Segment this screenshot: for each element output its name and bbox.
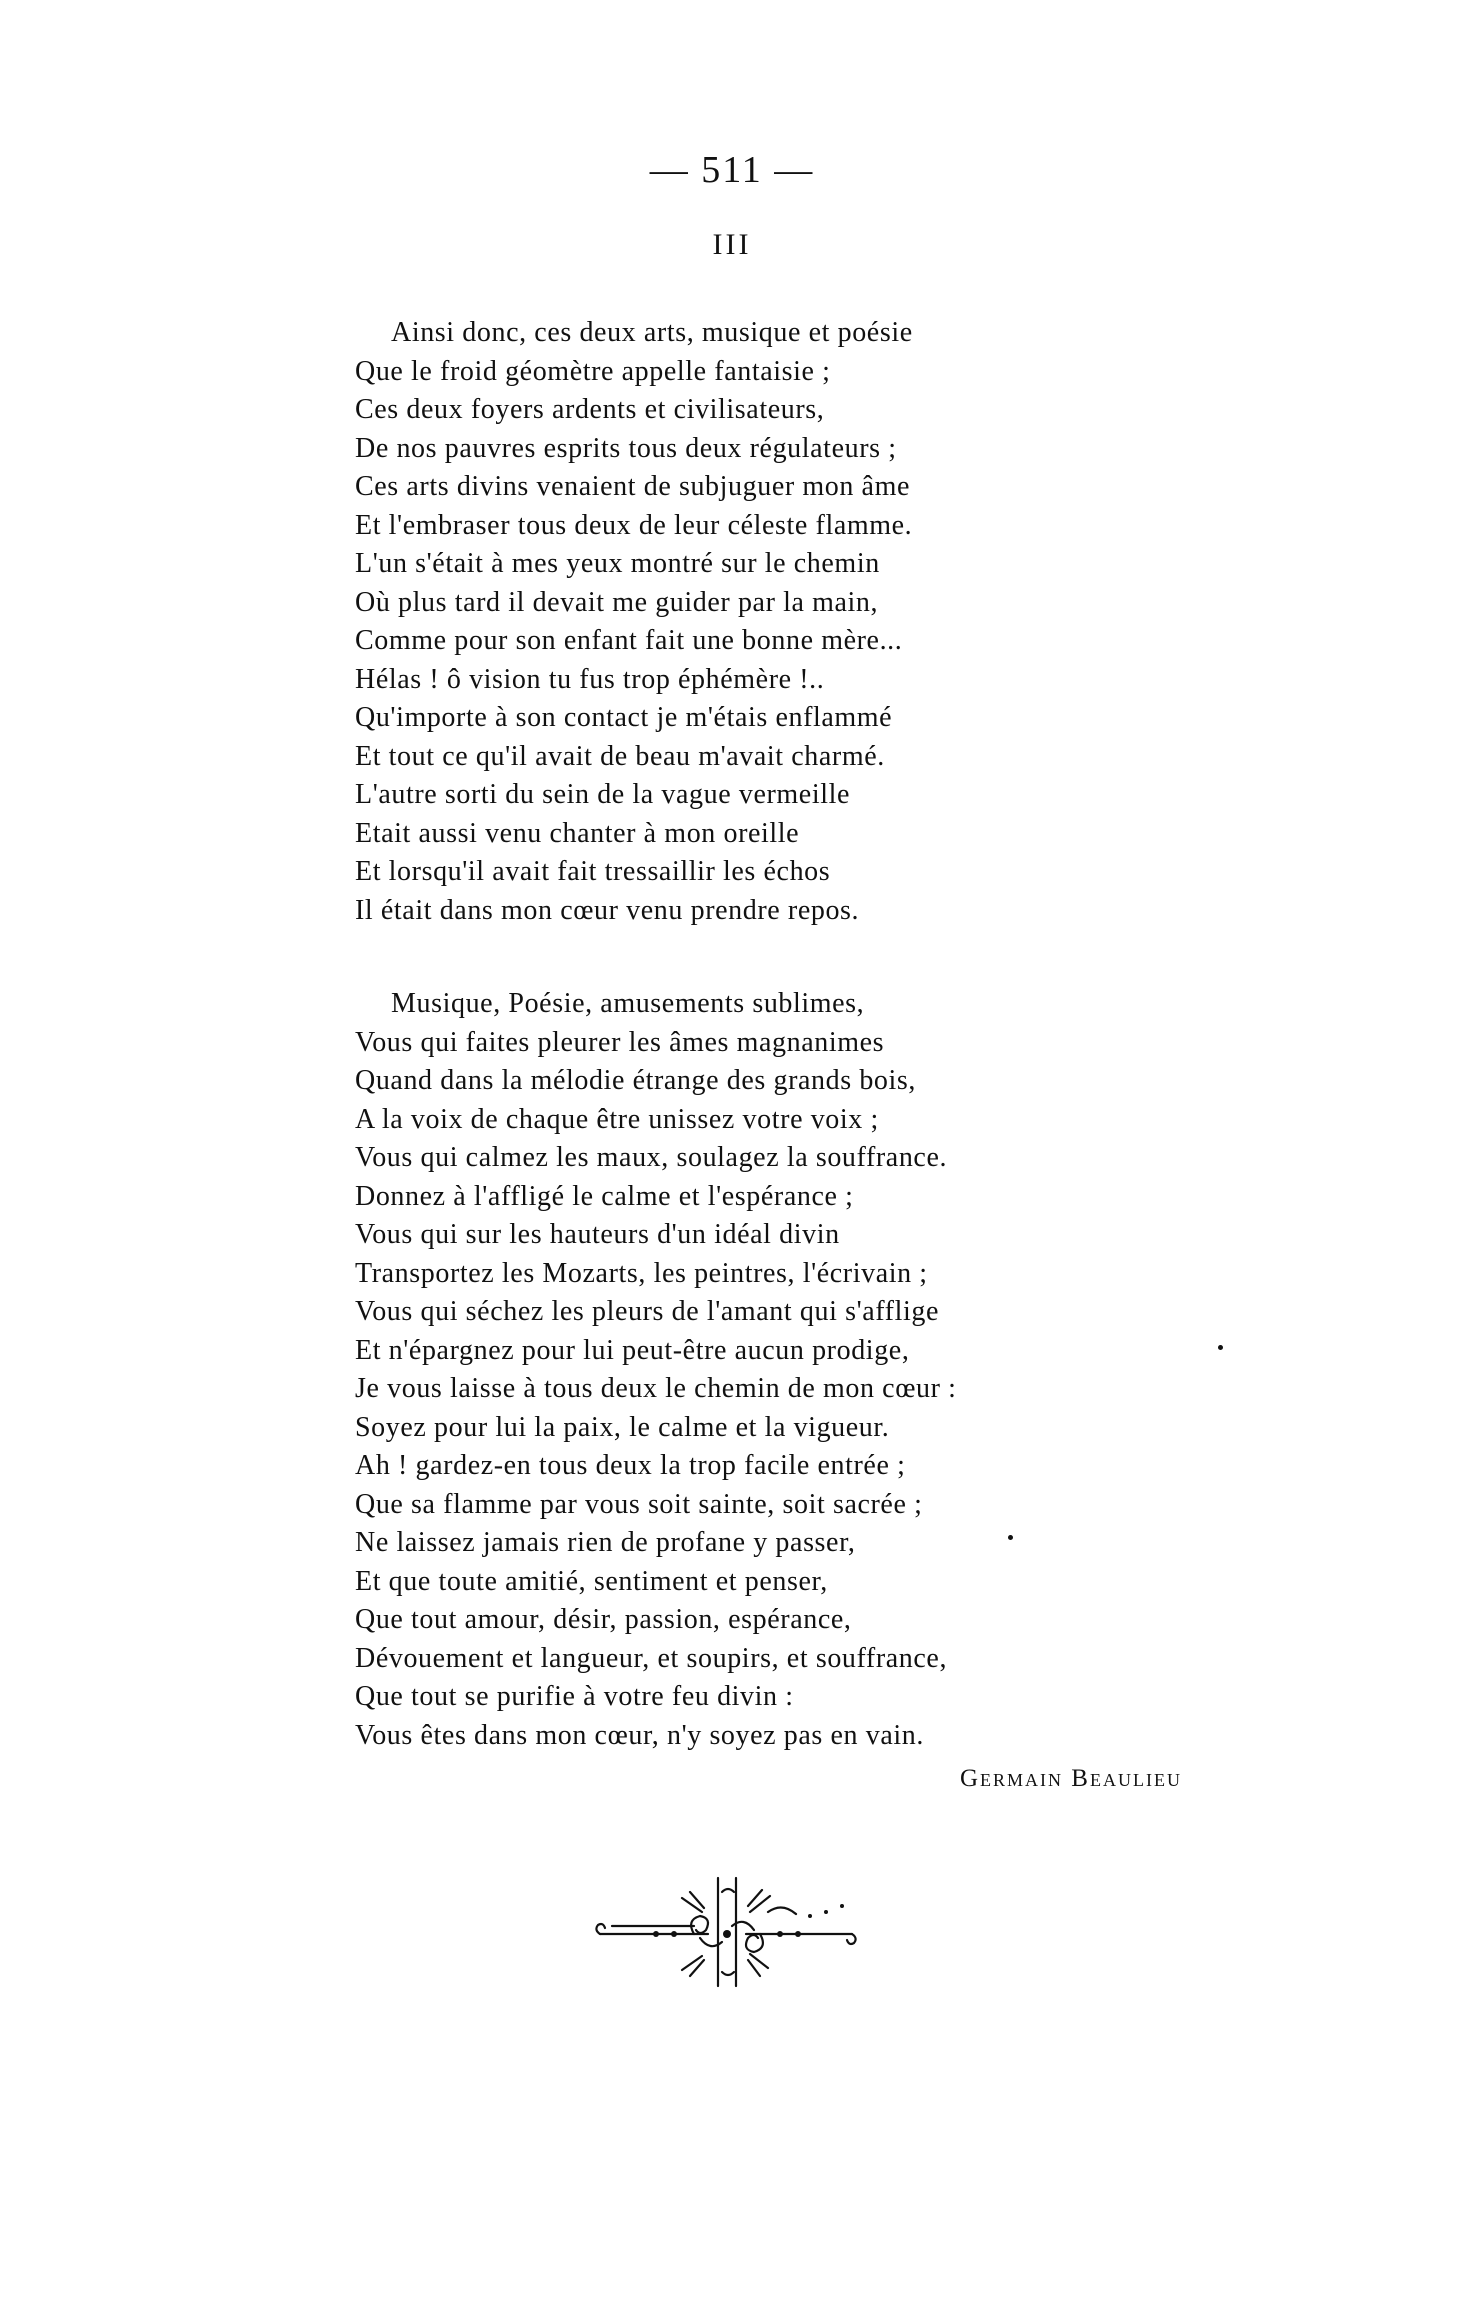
verse-line: Ces arts divins venaient de subjuguer mon âme [355,471,910,502]
verse-line: A la voix de chaque être unissez votre voix ; [355,1103,879,1135]
verse-line: Je vous laisse à tous deux le chemin de mon cœur : [355,1373,957,1404]
verse-line: Vous qui faites pleurer les âmes magnanimes [355,1026,885,1058]
section-title: III [712,228,752,261]
verse-line: Transportez les Mozarts, les peintres, l'écrivain ; [355,1257,928,1289]
verse-line: Vous qui calmez les maux, soulagez la souffrance. [355,1142,948,1173]
verse-line: Etait aussi venu chanter à mon oreille [355,817,800,849]
verse-line: Soyez pour lui la paix, le calme et la vigueur. [355,1411,890,1443]
verse-line: Ne laissez jamais rien de profane y passer, [355,1527,856,1558]
verse-line: Que le froid géomètre appelle fantaisie ; [355,355,831,387]
verse-line: L'un s'était à mes yeux montré sur le chemin [355,548,880,579]
verse-line: Où plus tard il devait me guider par la main, [355,586,879,618]
verse-line: Vous qui sur les hauteurs d'un idéal divin [355,1219,840,1250]
verse-line: Qu'importe à son contact je m'étais enflammé [355,702,893,733]
verse-line: Vous qui séchez les pleurs de l'amant qui s'afflige [355,1296,939,1327]
verse-line: L'autre sorti du sein de la vague vermeille [355,779,851,810]
fleuron-ornament-icon [590,1872,870,1992]
verse-line: Il était dans mon cœur venu prendre repos. [355,894,860,926]
verse-line: De nos pauvres esprits tous deux régulateurs ; [355,432,897,464]
verse-line: Musique, Poésie, amusements sublimes, [391,988,865,1019]
verse-line: Comme pour son enfant fait une bonne mère... [355,625,903,656]
verse-line: Que sa flamme par vous soit sainte, soit sacrée ; [355,1488,923,1520]
verse-line: Que tout amour, désir, passion, espérance, [355,1604,852,1635]
verse-line: Et lorsqu'il avait fait tressaillir les échos [355,856,831,887]
author-signature: Germain Beaulieu [960,1765,1182,1792]
verse-line: Hélas ! ô vision tu fus trop éphémère !.. [355,663,825,695]
print-speck [1218,1345,1223,1350]
page-number: — 511 — [649,149,815,191]
verse-line: Donnez à l'affligé le calme et l'espérance ; [355,1180,854,1212]
verse-line: Ces deux foyers ardents et civilisateurs, [355,394,825,425]
verse-line: Et que toute amitié, sentiment et penser, [355,1565,828,1597]
print-speck [1008,1535,1013,1540]
verse-line: Dévouement et langueur, et soupirs, et souffrance, [355,1642,948,1674]
verse-line: Et tout ce qu'il avait de beau m'avait charmé. [355,740,885,772]
verse-line: Ah ! gardez-en tous deux la trop facile entrée ; [355,1450,906,1481]
verse-line: Ainsi donc, ces deux arts, musique et poésie [391,317,913,348]
stanza-1 [355,314,1115,930]
stanza-2 [355,985,1115,1755]
verse-line: Et n'épargnez pour lui peut-être aucun prodige, [355,1334,910,1366]
verse-line: Vous êtes dans mon cœur, n'y soyez pas en vain. [355,1719,924,1751]
verse-line: Que tout se purifie à votre feu divin : [355,1681,794,1712]
verse-line: Quand dans la mélodie étrange des grands bois, [355,1065,917,1096]
verse-line: Et l'embraser tous deux de leur céleste flamme. [355,509,913,541]
